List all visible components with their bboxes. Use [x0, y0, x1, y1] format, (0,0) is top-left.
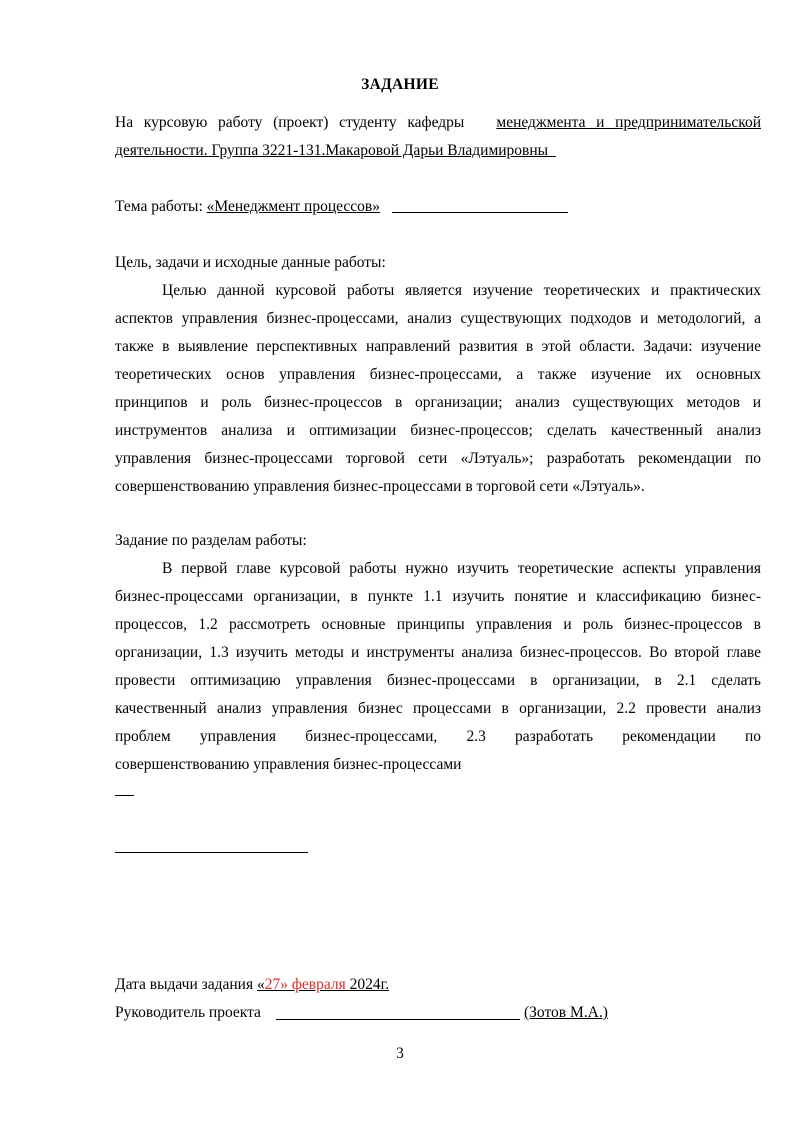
short-dash	[115, 795, 134, 796]
sections-line: провести оптимизацию управления бизнес-процессами в организации, в 2.1 сделать	[115, 672, 761, 689]
goals-line: также в выявление перспективных направлений развития в этой области. Задачи: изучение	[115, 338, 761, 355]
sections-line: совершенствованию управления бизнес-процессами	[115, 756, 462, 773]
goals-line: Целью данной курсовой работы является изучение теоретических и практических	[162, 282, 761, 299]
signature-line	[115, 852, 308, 853]
goals-line: инструментов анализа и оптимизации бизнес-процессов; сделать качественный анализ	[115, 422, 761, 439]
goals-heading: Цель, задачи и исходные данные работы:	[115, 254, 386, 271]
student-group-name: деятельности. Группа 3221-131.Макаровой Дарьи Владимировны	[115, 142, 549, 159]
topic-label: Тема работы:	[115, 198, 203, 215]
sections-line: В первой главе курсовой работы нужно изучить теоретические аспекты управления	[162, 560, 761, 577]
issue-date-label: Дата выдачи задания	[115, 976, 254, 993]
topic-underline	[392, 212, 568, 213]
topic-line	[115, 193, 761, 221]
page-title: ЗАДАНИЕ	[361, 76, 439, 93]
page-number: 3	[396, 1045, 404, 1062]
issue-year: 2024г.	[349, 976, 390, 993]
assignment-paragraph	[115, 109, 761, 165]
sections-line: процессов, 1.2 рассмотреть основные принципы управления и роль бизнес-процессов в	[115, 616, 761, 633]
issue-day: 27»	[264, 976, 288, 993]
supervisor-name-wrap	[524, 999, 644, 1027]
quote-open: «	[256, 976, 265, 993]
supervisor-name: (Зотов М.А.)	[524, 1004, 608, 1021]
issue-month: февраля	[291, 976, 346, 993]
sections-heading: Задание по разделам работы:	[115, 532, 307, 549]
assignment-line-2	[115, 137, 761, 165]
issue-date-line	[115, 971, 761, 999]
goals-line: управления бизнес-процессами торговой сети «Лэтуаль»; разработать рекомендации по	[115, 450, 761, 467]
sections-line: бизнес-процессами организации, в пункте 1.1 изучить понятие и классификацию бизнес-	[115, 588, 761, 605]
goals-line: принципов и роль бизнес-процессов в организации; анализ существующих методов и	[115, 394, 761, 411]
topic-value: «Менеджмент процессов»	[206, 198, 380, 215]
sections-line: организации, 1.3 изучить методы и инструменты анализа бизнес-процессов. Во второй главе	[115, 644, 761, 661]
sections-section	[115, 527, 761, 779]
sections-line: качественный анализ управления бизнес процессами в организации, 2.2 провести анализ	[115, 700, 761, 717]
assignment-line-1	[115, 109, 761, 137]
supervisor-signature-line	[276, 1019, 520, 1020]
sections-line: проблем управления бизнес-процессами, 2.3 разработать рекомендации по	[115, 728, 761, 745]
issue-date-value	[257, 976, 389, 993]
goals-line: аспектов управления бизнес-процессами, анализ существующих подходов и методологий, а	[115, 310, 761, 327]
supervisor-line	[115, 999, 761, 1027]
assignment-prefix: На курсовую работу (проект) студенту кафедры	[115, 114, 465, 131]
goals-section	[115, 249, 761, 501]
department-name: менеджмента и предпринимательской	[496, 114, 761, 131]
supervisor-label: Руководитель проекта	[115, 1004, 261, 1021]
goals-line: совершенствованию управления бизнес-процессами в торговой сети «Лэтуаль».	[115, 478, 645, 495]
goals-line: теоретических основ управления бизнес-процессами, а также изучение их основных	[115, 366, 761, 383]
